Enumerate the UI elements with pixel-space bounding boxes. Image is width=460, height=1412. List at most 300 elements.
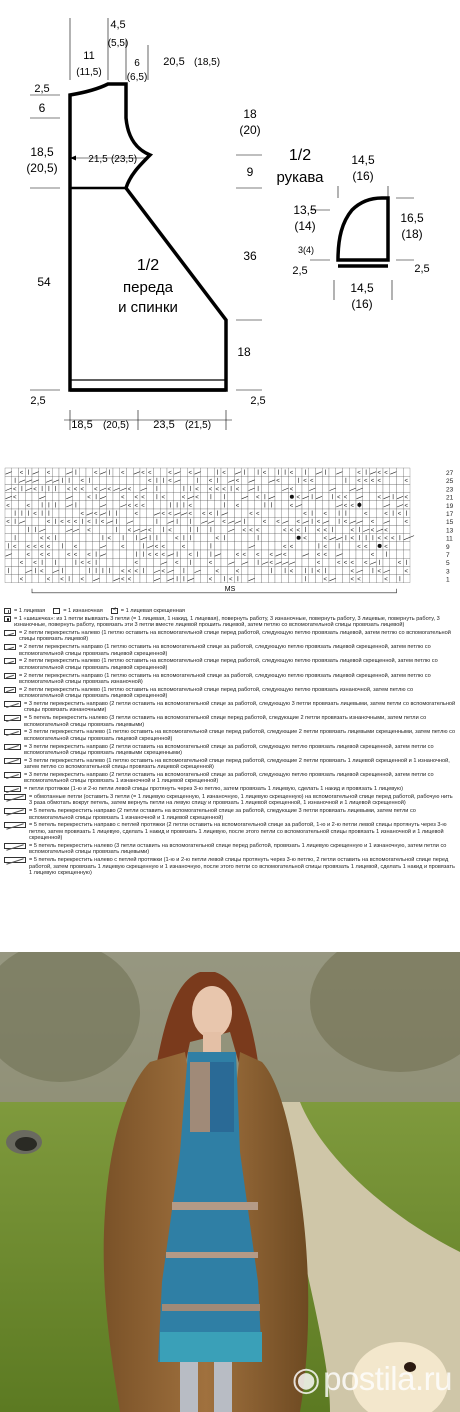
svg-text:<: < xyxy=(215,536,219,543)
symbol-legend xyxy=(0,608,460,950)
svg-text:<: < xyxy=(235,568,240,575)
svg-text:<: < xyxy=(377,478,381,485)
svg-text:<: < xyxy=(282,552,287,559)
svg-text:<: < xyxy=(161,495,165,502)
svg-text:<: < xyxy=(282,544,287,551)
svg-text:<: < xyxy=(323,511,327,518)
svg-text:<: < xyxy=(228,577,233,584)
svg-text:<: < xyxy=(60,577,64,584)
legend-item xyxy=(4,794,456,807)
svg-text:<: < xyxy=(262,519,267,526)
svg-text:54: 54 xyxy=(37,275,51,289)
svg-text:<: < xyxy=(343,560,348,567)
legend-basic-row xyxy=(4,608,456,614)
svg-text:<: < xyxy=(377,470,381,477)
row-number: 19 xyxy=(446,502,454,510)
body-title: 1/2 xyxy=(136,257,160,274)
svg-text:<: < xyxy=(154,552,159,559)
svg-text:<: < xyxy=(87,560,91,567)
row-number: 3 xyxy=(446,568,450,576)
svg-text:<: < xyxy=(87,527,91,534)
svg-text:<: < xyxy=(357,577,361,584)
svg-text:16,5: 16,5 xyxy=(400,211,424,225)
legend-symbol-icon xyxy=(53,608,60,614)
svg-text:<: < xyxy=(154,544,159,551)
svg-text:<: < xyxy=(384,536,388,543)
watermark: ◉postila.ru xyxy=(291,1360,452,1397)
svg-text:<: < xyxy=(188,470,192,477)
svg-text:<: < xyxy=(343,495,348,502)
svg-text:<: < xyxy=(370,527,375,534)
svg-text:<: < xyxy=(350,527,354,534)
legend-text: = 1 изнаночная xyxy=(63,608,103,614)
svg-text:<: < xyxy=(316,560,321,567)
svg-text:<: < xyxy=(134,568,138,575)
svg-text:<: < xyxy=(208,577,213,584)
svg-text:<: < xyxy=(363,478,368,485)
svg-text:<: < xyxy=(168,478,172,485)
svg-text:<: < xyxy=(66,519,71,526)
svg-text:<: < xyxy=(289,544,294,551)
svg-text:21,5: 21,5 xyxy=(88,154,108,165)
legend-symbol-icon xyxy=(4,729,21,735)
svg-text:<: < xyxy=(235,503,240,510)
svg-text:<: < xyxy=(60,519,64,526)
svg-text:(20,5): (20,5) xyxy=(102,420,130,431)
legend-symbol-icon xyxy=(4,822,26,828)
svg-text:(6,5): (6,5) xyxy=(126,72,148,83)
legend-text: = 5 петель перекрестить направо с петлей протяжки (2 петли оставить на вспомогательной спице за работой, 1-ю и 2-ю петли левой спицы протянуть через 3-ю петлю, затем провязать 1 лицевую, сделать 1 накид и провязать 1 лицевую, после этого петли со вспомогательной спицы провязать 1 изнаночной и 1 лицевой скрещенной) xyxy=(29,822,447,842)
svg-text:(20): (20) xyxy=(239,123,261,137)
legend-item xyxy=(4,644,456,657)
legend-text: = 3 петли перекрестить направо (2 петли оставить на вспомогательной спице за работой, следующую петлю провязать лицевой скрещенной, затем петли со вспомогательной спицы провязать лицевыми скрещенными) xyxy=(24,743,434,757)
svg-text:<: < xyxy=(26,544,30,551)
svg-text:<: < xyxy=(107,536,111,543)
svg-text:<: < xyxy=(120,568,125,575)
svg-text:<: < xyxy=(289,568,294,575)
svg-text:<: < xyxy=(161,552,165,559)
svg-text:<: < xyxy=(19,470,24,477)
row-number: 21 xyxy=(446,494,454,502)
svg-text:<: < xyxy=(397,560,402,567)
legend-symbol-icon xyxy=(4,758,21,764)
svg-text:<: < xyxy=(363,544,368,551)
svg-text:<: < xyxy=(46,519,51,526)
svg-text:<: < xyxy=(249,511,253,518)
legend-text: = 5 петель перекрестить налево (3 петли оставить на вспомогательной спице перед работой, следующие 2 петли провязать изнаночными, затем петли со вспомогательной спицы провязать лицевыми) xyxy=(24,715,427,728)
svg-text:<: < xyxy=(147,552,152,559)
legend-text: = 2 петли перекрестить направо (1 петлю оставить на вспомогательной спице за работой, следующую петлю провязать лицевой скрещенной, затем петлю со вспомогательной спицы провязать лицевой скрещенной) xyxy=(19,644,431,657)
repeat-label: MS xyxy=(224,585,236,593)
legend-symbol-icon xyxy=(4,715,21,721)
svg-text:<: < xyxy=(87,519,91,526)
svg-text:<: < xyxy=(336,495,341,502)
legend-symbol-icon xyxy=(4,794,26,800)
svg-text:<: < xyxy=(276,519,280,526)
row-number: 15 xyxy=(446,519,454,527)
svg-text:18,5: 18,5 xyxy=(30,145,54,159)
svg-text:2,5: 2,5 xyxy=(250,395,266,407)
svg-text:(21,5): (21,5) xyxy=(184,420,212,431)
legend-symbol-icon xyxy=(4,630,16,636)
shoulder-label: 11 xyxy=(83,50,95,62)
svg-text:<: < xyxy=(66,486,71,493)
svg-text:<: < xyxy=(46,577,51,584)
svg-text:<: < xyxy=(93,511,98,518)
legend-item xyxy=(4,786,456,792)
row-number: 27 xyxy=(446,470,454,477)
row-number: 1 xyxy=(446,576,450,584)
svg-text:6: 6 xyxy=(38,101,46,115)
svg-text:<: < xyxy=(147,527,152,534)
svg-text:<: < xyxy=(120,577,125,584)
svg-text:(5,5): (5,5) xyxy=(107,38,129,49)
legend-symbol-icon xyxy=(4,687,16,693)
legend-symbol-icon xyxy=(4,843,26,849)
svg-text:<: < xyxy=(303,478,307,485)
legend-text: = 1 лицевая скрещенная xyxy=(120,608,185,614)
svg-text:<: < xyxy=(19,577,24,584)
legend-item xyxy=(4,744,456,757)
svg-text:<: < xyxy=(363,511,368,518)
svg-text:<: < xyxy=(357,470,361,477)
svg-text:<: < xyxy=(404,568,408,575)
svg-text:<: < xyxy=(323,577,327,584)
svg-text:<: < xyxy=(289,527,294,534)
svg-text:<: < xyxy=(168,511,172,518)
svg-text:<: < xyxy=(80,486,84,493)
row-number: 13 xyxy=(446,527,454,535)
svg-text:<: < xyxy=(215,568,219,575)
legend-symbol-icon xyxy=(4,608,11,614)
svg-text:<: < xyxy=(242,552,246,559)
svg-text:<: < xyxy=(127,527,132,534)
svg-text:<: < xyxy=(357,544,361,551)
svg-text:<: < xyxy=(181,495,186,502)
legend-symbol-icon xyxy=(4,701,21,707)
svg-text:<: < xyxy=(222,486,226,493)
svg-text:<: < xyxy=(208,511,213,518)
svg-text:<: < xyxy=(26,503,30,510)
svg-text:<: < xyxy=(134,511,138,518)
svg-text:<: < xyxy=(12,495,17,502)
svg-text:<: < xyxy=(404,519,408,526)
svg-text:<: < xyxy=(208,486,213,493)
svg-text:<: < xyxy=(222,519,226,526)
legend-symbol-icon xyxy=(4,744,21,750)
svg-text:<: < xyxy=(80,560,84,567)
svg-text:<: < xyxy=(323,544,327,551)
legend-symbol-icon xyxy=(4,772,21,778)
svg-text:<: < xyxy=(296,519,300,526)
svg-text:<: < xyxy=(350,503,354,510)
svg-text:<: < xyxy=(316,527,321,534)
svg-text:<: < xyxy=(316,568,321,575)
svg-text:<: < xyxy=(80,577,84,584)
svg-text:<: < xyxy=(33,544,37,551)
legend-item xyxy=(4,658,456,671)
svg-text:<: < xyxy=(201,511,206,518)
svg-text:<: < xyxy=(161,544,165,551)
svg-text:<: < xyxy=(161,511,165,518)
svg-text:(23,5): (23,5) xyxy=(110,154,138,165)
svg-text:<: < xyxy=(269,552,273,559)
svg-text:<: < xyxy=(215,486,219,493)
svg-text:<: < xyxy=(255,511,260,518)
svg-text:<: < xyxy=(188,503,192,510)
legend-item xyxy=(4,843,456,856)
svg-text:18,5: 18,5 xyxy=(71,419,93,431)
svg-text:<: < xyxy=(343,503,348,510)
svg-text:<: < xyxy=(174,536,179,543)
svg-text:<: < xyxy=(377,568,381,575)
svg-text:<: < xyxy=(93,470,98,477)
legend-text: = 3 петли перекрестить направо (2 петли оставить на вспомогательной спице за работой, следующую 3 петли провязать лицевыми, затем петли со вспомогательной спицы провязать изнаночными) xyxy=(24,701,456,714)
legend-item xyxy=(4,616,456,629)
svg-text:<: < xyxy=(107,486,111,493)
row-number: 17 xyxy=(446,511,454,518)
svg-text:<: < xyxy=(222,470,226,477)
svg-text:14,5: 14,5 xyxy=(351,153,375,167)
legend-text: = 5 петель перекрестить направо (2 петли оставить на вспомогательной спице за работой, следующие 3 петли провязать лицевыми, затем петли со вспомогательной спицы провязать 1 изнаночной и 1 лицевой скрещенной) xyxy=(29,808,416,821)
svg-text:18: 18 xyxy=(237,345,251,359)
legend-item xyxy=(4,729,456,742)
svg-text:<: < xyxy=(350,568,354,575)
svg-text:<: < xyxy=(323,536,327,543)
legend-item xyxy=(4,822,456,841)
body-outline xyxy=(70,84,226,390)
legend-text: = 3 петли перекрестить налево (1 петлю оставить на вспомогательной спице перед работой, следующие 2 петли провязать лицевыми скрещенными, затем петлю со вспомогательной спицы провязать лицевой скрещенной) xyxy=(24,729,456,742)
svg-text:<: < xyxy=(141,470,145,477)
svg-text:2,5: 2,5 xyxy=(30,395,46,407)
svg-text:<: < xyxy=(370,552,375,559)
svg-text:9: 9 xyxy=(246,165,254,179)
svg-text:<: < xyxy=(370,478,375,485)
svg-text:(16): (16) xyxy=(351,297,373,311)
svg-text:<: < xyxy=(46,470,51,477)
legend-text: = 2 петли перекрестить направо (1 петлю оставить на вспомогательной спице за работой, следующую петлю провязать лицевой скрещенной, затем петлю со вспомогательной спицы провязать изнаночной) xyxy=(19,672,431,686)
legend-item xyxy=(4,687,456,700)
row-number: 9 xyxy=(446,543,450,551)
svg-text:<: < xyxy=(384,527,388,534)
svg-text:20,5: 20,5 xyxy=(163,56,185,68)
svg-text:<: < xyxy=(255,495,260,502)
svg-text:<: < xyxy=(235,478,240,485)
legend-item xyxy=(4,701,456,714)
svg-text:<: < xyxy=(12,486,17,493)
svg-text:<: < xyxy=(269,560,273,567)
knitting-chart xyxy=(0,460,460,608)
svg-text:рукава: рукава xyxy=(276,169,324,186)
svg-text:<: < xyxy=(134,495,138,502)
svg-text:2,5: 2,5 xyxy=(414,263,430,275)
svg-text:<: < xyxy=(208,478,213,485)
svg-text:(11,5): (11,5) xyxy=(76,67,102,78)
svg-text:и спинки: и спинки xyxy=(118,299,178,316)
svg-text:<: < xyxy=(303,536,307,543)
legend-symbol-icon xyxy=(4,673,16,679)
svg-text:36: 36 xyxy=(243,249,257,263)
legend-text: = 2 петли перекрестить налево (1 петлю оставить на вспомогательной спице перед работой, следующую петлю провязать лицевой скрещенной, затем петлю со вспомогательной спицы провязать лицевой скрещенной) xyxy=(19,658,438,671)
svg-text:<: < xyxy=(404,478,408,485)
svg-text:<: < xyxy=(6,503,10,510)
svg-text:<: < xyxy=(73,552,78,559)
svg-text:переда: переда xyxy=(123,279,173,296)
svg-text:<: < xyxy=(303,511,307,518)
svg-text:<: < xyxy=(384,544,388,551)
svg-text:<: < xyxy=(235,486,240,493)
svg-text:<: < xyxy=(127,568,132,575)
svg-text:<: < xyxy=(390,536,395,543)
svg-text:<: < xyxy=(87,552,91,559)
svg-text:<: < xyxy=(39,552,44,559)
legend-text: = 3 петли перекрестить налево (1 петлю оставить на вспомогательной спице перед работой, следующие 2 петли провязать 1 лицевой скрещенной и 1 изнаночной, затем петлю со вспомогательной спицы провязать лицевой скрещенной) xyxy=(24,757,450,771)
svg-text:<: < xyxy=(39,568,44,575)
svg-text:<: < xyxy=(168,527,172,534)
svg-text:<: < xyxy=(323,527,327,534)
svg-text:<: < xyxy=(168,470,172,477)
svg-text:<: < xyxy=(33,560,37,567)
sleeve-outline xyxy=(338,198,388,260)
svg-text:<: < xyxy=(33,486,37,493)
svg-text:<: < xyxy=(404,495,408,502)
svg-text:<: < xyxy=(26,552,30,559)
svg-text:<: < xyxy=(141,503,145,510)
svg-text:<: < xyxy=(174,560,179,567)
sleeve-title: 1/2 xyxy=(288,147,312,164)
svg-text:<: < xyxy=(188,552,192,559)
svg-text:<: < xyxy=(357,478,361,485)
svg-text:<: < xyxy=(127,503,132,510)
svg-text:<: < xyxy=(316,519,321,526)
svg-text:23,5: 23,5 xyxy=(153,419,175,431)
svg-text:<: < xyxy=(208,560,213,567)
svg-text:<: < xyxy=(384,470,388,477)
legend-text: = 1 лицевая xyxy=(14,608,46,614)
svg-text:<: < xyxy=(282,527,287,534)
legend-symbol-icon xyxy=(4,616,11,622)
svg-text:<: < xyxy=(120,495,125,502)
svg-text:<: < xyxy=(46,536,51,543)
svg-text:<: < xyxy=(93,486,98,493)
legend-symbol-icon xyxy=(111,608,118,614)
svg-text:<: < xyxy=(404,503,408,510)
svg-text:<: < xyxy=(134,560,138,567)
svg-text:<: < xyxy=(147,470,152,477)
legend-item xyxy=(4,808,456,821)
svg-text:<: < xyxy=(255,552,260,559)
repeat-bracket xyxy=(32,589,397,593)
svg-text:13,5: 13,5 xyxy=(293,203,317,217)
svg-text:<: < xyxy=(384,577,388,584)
schematic-svg xyxy=(0,0,460,450)
chart-cells xyxy=(5,468,414,583)
svg-text:<: < xyxy=(19,560,24,567)
row-number: 7 xyxy=(446,552,450,559)
svg-text:<: < xyxy=(87,495,91,502)
svg-text:<: < xyxy=(46,552,51,559)
svg-text:<: < xyxy=(120,544,125,551)
svg-text:<: < xyxy=(195,486,199,493)
legend-symbol-icon xyxy=(4,808,26,814)
svg-text:<: < xyxy=(80,478,84,485)
svg-text:<: < xyxy=(370,519,375,526)
svg-text:<: < xyxy=(262,470,267,477)
svg-text:<: < xyxy=(147,478,152,485)
svg-text:14,5: 14,5 xyxy=(350,281,374,295)
svg-text:6: 6 xyxy=(134,58,140,69)
svg-text:<: < xyxy=(309,478,314,485)
svg-text:<: < xyxy=(377,536,381,543)
svg-text:<: < xyxy=(377,495,381,502)
svg-text:(18): (18) xyxy=(401,227,423,241)
row-number: 23 xyxy=(446,486,454,494)
legend-item xyxy=(4,758,456,771)
legend-item xyxy=(4,715,456,728)
svg-text:2,5: 2,5 xyxy=(34,83,50,95)
legend-symbol-icon xyxy=(4,658,16,664)
svg-text:<: < xyxy=(350,536,354,543)
svg-text:<: < xyxy=(350,577,354,584)
svg-text:<: < xyxy=(296,495,300,502)
svg-text:<: < xyxy=(73,486,78,493)
neck-width-label: 4,5 xyxy=(110,19,126,31)
svg-text:<: < xyxy=(161,568,165,575)
legend-text: = 5 петель перекрестить налево (3 петли оставить на вспомогательной спице перед работой, провязать 1 лицевую скрещенную и 1 изнаночную, затем петли со вспомогательной спицы провязать лицевыми) xyxy=(29,843,447,856)
svg-text:<: < xyxy=(363,560,368,567)
pattern-schematic xyxy=(0,0,460,450)
photo-illustration xyxy=(0,952,460,1412)
svg-text:<: < xyxy=(100,519,105,526)
svg-text:<: < xyxy=(46,544,51,551)
legend-item xyxy=(4,673,456,686)
legend-item xyxy=(4,772,456,785)
legend-symbol-icon xyxy=(4,786,21,792)
legend-text: = 3 петли перекрестить направо (2 петли оставить на вспомогательной спице за работой, следующую петлю провязать лицевой скрещенной, затем петли со вспомогательной спицы провязать 1 изнаночной и 1 лицевой скрещенной) xyxy=(24,772,434,785)
legend-text: = петли протяжки (1-ю и 2-ю петли левой спицы протянуть через 3-ю петлю, затем провязать 1 лицевую, сделать 1 накид и провязать 1 лицевую) xyxy=(24,786,404,793)
svg-text:<: < xyxy=(276,478,280,485)
chart-grid xyxy=(0,460,460,608)
svg-text:3(4): 3(4) xyxy=(297,245,315,255)
svg-text:<: < xyxy=(397,511,402,518)
svg-text:<: < xyxy=(127,577,132,584)
legend-item xyxy=(4,630,456,643)
svg-text:<: < xyxy=(296,527,300,534)
svg-text:<: < xyxy=(384,511,388,518)
svg-text:<: < xyxy=(33,511,37,518)
svg-text:<: < xyxy=(323,552,327,559)
svg-text:<: < xyxy=(12,544,17,551)
svg-text:<: < xyxy=(289,503,294,510)
legend-text: = 2 петли перекрестить налево (1 петлю оставить на вспомогательной спице перед работой, следующую петлю провязать лицевой, затем петлю со вспомогательной спицы провязать лицевой) xyxy=(19,630,451,643)
svg-text:2,5: 2,5 xyxy=(292,265,308,277)
svg-text:18: 18 xyxy=(243,107,257,121)
svg-text:<: < xyxy=(80,511,84,518)
svg-text:<: < xyxy=(127,486,132,493)
svg-text:<: < xyxy=(343,519,348,526)
svg-text:<: < xyxy=(242,527,246,534)
svg-text:<: < xyxy=(181,544,186,551)
svg-text:<: < xyxy=(6,519,10,526)
legend-text: = 5 петель перекрестить налево с петлей протяжки (1-ю и 2-ю петли левой спицы протянуть через 3-ю петлю, 2 петли оставить на вспомогательной спице перед работой, затем провязать 1 лицевую скрещенную и 1 изнаночную, после этого петли со вспомогательной спицы провязать 1 лицевой, сделать 1 накид и провязать 1 лицевую скрещенную) xyxy=(29,857,455,877)
svg-text:<: < xyxy=(39,536,44,543)
svg-text:(14): (14) xyxy=(294,219,316,233)
model-photo xyxy=(0,952,460,1412)
svg-text:<: < xyxy=(255,527,260,534)
svg-text:<: < xyxy=(66,552,71,559)
svg-text:<: < xyxy=(316,552,321,559)
row-number: 25 xyxy=(446,478,454,486)
